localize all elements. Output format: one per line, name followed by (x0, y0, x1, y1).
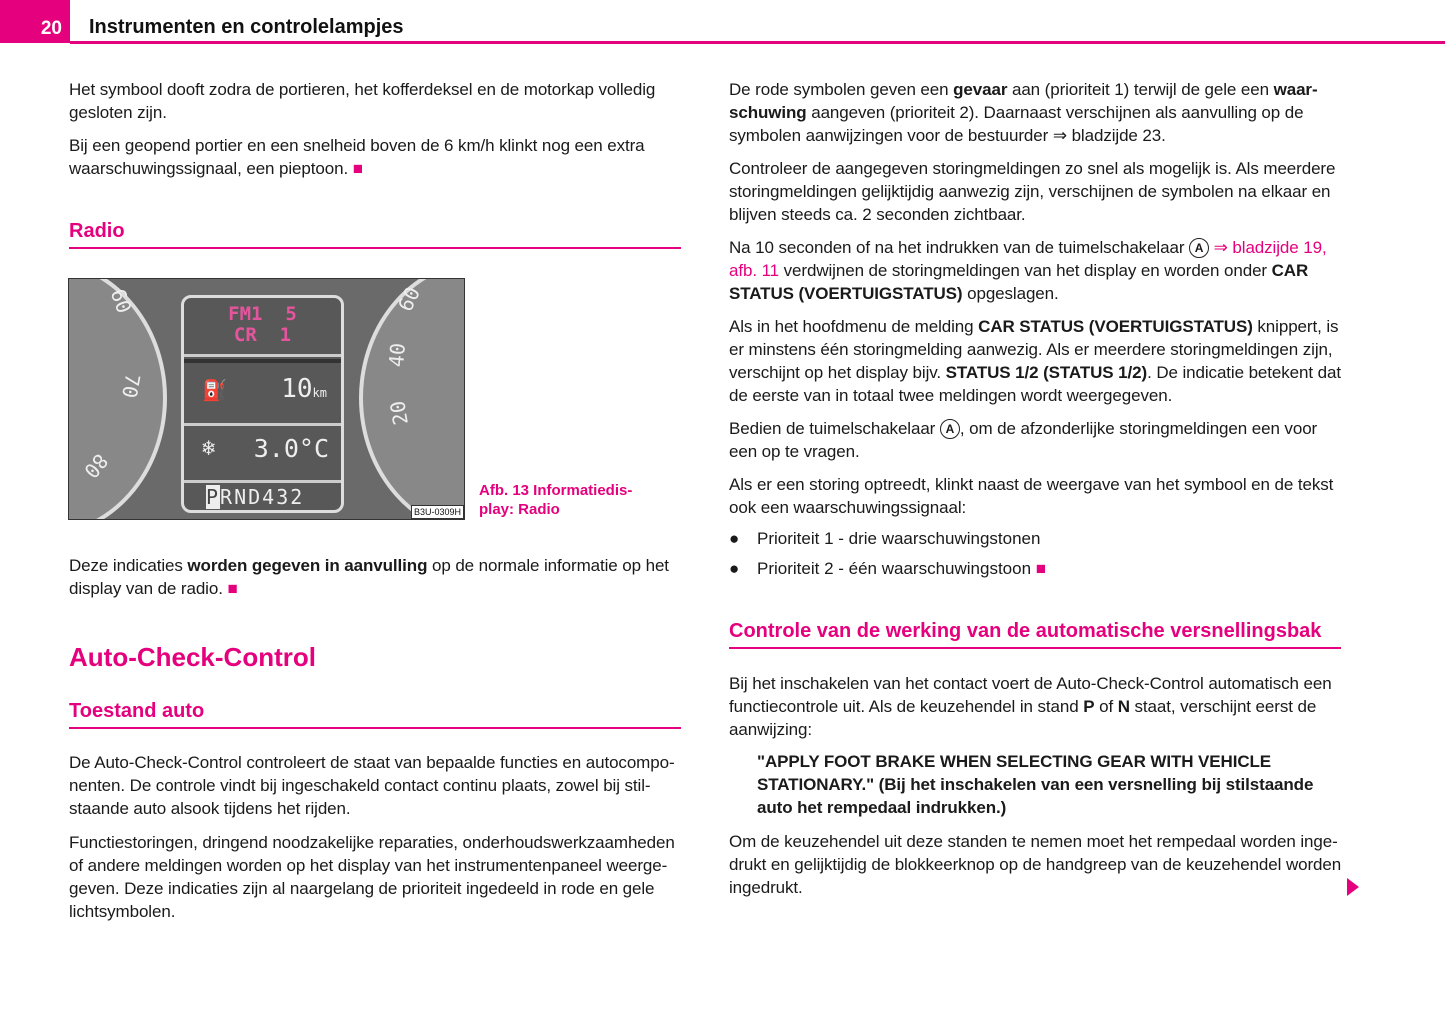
text: knippert, is er minstens één storingmelding aanwezig. Als er meerdere storingmeldingen zijn, verschijnt op het display bijv. (729, 317, 1339, 382)
paragraph: Om de keuzehendel uit deze standen te nemen moet het rempedaal worden inge-drukt en gelijktijdig de blokkeerknop op de handgreep van de keuzehendel worden ingedrukt. (729, 832, 1342, 897)
paragraph: Functiestoringen, dringend noodzakelijke reparaties, onderhoudswerkzaamheden of andere meldingen worden op het display van het instrumentenpaneel weerge-geven. Deze indicaties zijn al naargelang de prioriteit ingedeeld in rode en gele lichtsymbolen. (69, 833, 675, 921)
figure-code: B3U-0309H (411, 505, 464, 519)
paragraph (69, 134, 684, 180)
bold-text: waar-schuwing (729, 80, 1318, 122)
list-item-text: Prioriteit 1 - drie waarschuwingstonen (757, 529, 1041, 548)
section-heading-radio: Radio (69, 220, 125, 242)
text: De rode symbolen geven een (729, 80, 954, 99)
bold-text: P (1083, 697, 1095, 716)
gauge-label: 60 (105, 285, 137, 317)
paragraph (69, 554, 684, 600)
paragraph (729, 315, 1344, 407)
gauge-label: 40 (384, 341, 411, 369)
text: staat, verschijnt eerst de aanwijzing: (729, 697, 1317, 739)
snowflake-icon: ❄ (202, 436, 216, 461)
lcd-display (181, 295, 344, 513)
figure-caption: Afb. 13 Informatiedis-play: Radio (479, 482, 633, 518)
text: Bedien de tuimelschakelaar (729, 419, 940, 438)
bold-text: STATUS 1/2 (STATUS 1/2) (945, 363, 1148, 382)
radio-station (184, 304, 341, 346)
gear-indicator (206, 485, 304, 509)
end-square-icon: ■ (1035, 559, 1047, 578)
gauge-label: 20 (385, 399, 413, 427)
text: . De indicatie betekent dat de eerste van in totaal twee meldingen wordt weergegeven. (729, 363, 1341, 405)
paragraph: Controleer de aangegeven storingmeldingen zo snel als mogelijk is. Als meerdere storingmeldingen gelijktijdig aanwezig zijn, verschijnen de symbolen na elkaar en blijven steeds ca. 2 seconden zichtbaar. (729, 159, 1336, 224)
display-message-quote: "APPLY FOOT BRAKE WHEN SELECTING GEAR WITH VEHICLE STATIONARY." (Bij het inschakelen van een versnelling bij stilstaande auto het rempedaal indrukken.) (757, 752, 1314, 817)
text: op de normale informatie op het display van de radio. (69, 556, 669, 598)
paragraph: Het symbool dooft zodra de portieren, het kofferdeksel en de motorkap volledig gesloten zijn. (69, 80, 656, 122)
bullet-icon: ● (729, 529, 740, 548)
gear-list: RND432 (220, 485, 305, 509)
bold-text: CAR STATUS (VOERTUIGSTATUS) (729, 261, 1309, 303)
text: Na 10 seconden of na het indrukken van de tuimelschakelaar (729, 238, 1190, 257)
bold-text: N (1117, 697, 1130, 716)
bold-text: worden gegeven in aanvulling (187, 556, 428, 575)
header-rule (70, 41, 1445, 44)
end-square-icon: ■ (227, 579, 238, 598)
text: , om de afzonderlijke storingmeldingen een voor een op te vragen. (729, 419, 1318, 461)
heading-rule (729, 647, 1341, 649)
paragraph (729, 417, 1344, 463)
fuel-pump-icon: ⛽ (202, 378, 227, 402)
paragraph (729, 78, 1344, 147)
gauge-label: 70 (117, 372, 145, 400)
gauge-label: 60 (393, 283, 426, 315)
temperature-readout: 3.0°C (253, 434, 329, 463)
chapter-title: Instrumenten en controlelampjes (89, 16, 404, 38)
bullet-icon: ● (729, 559, 740, 578)
text: Deze indicaties (69, 556, 188, 575)
divider (184, 423, 341, 426)
page-number: 20 (0, 0, 70, 43)
section-heading-auto-check-control: Auto-Check-Control (69, 642, 316, 672)
list-item-text (757, 559, 1046, 579)
text: of (1094, 697, 1118, 716)
rocker-switch-a-icon: A (1189, 238, 1209, 258)
paragraph-text: Bij een geopend portier en een snelheid boven de 6 km/h klinkt nog een extra waarschuwingssignaal, een pieptoon. (69, 136, 645, 178)
figure-radio-display (68, 278, 465, 520)
gauge-label: 80 (79, 449, 113, 483)
text: Als in het hoofdmenu de melding (729, 317, 979, 336)
rocker-switch-a-icon: A (940, 419, 960, 439)
text: opgeslagen. (962, 284, 1059, 303)
right-gauge (359, 278, 465, 520)
section-heading-toestand-auto: Toestand auto (69, 700, 205, 722)
heading-rule (69, 247, 681, 249)
divider (184, 354, 341, 357)
paragraph (729, 236, 1344, 305)
heading-rule (69, 727, 681, 729)
text: aangeven (prioriteit 2). Daarnaast verschijnen als aanvulling op de symbolen aanwijzingen voor de bestuurder ⇒ bladzijde 23. (729, 103, 1304, 145)
continue-arrow-icon (1347, 878, 1359, 896)
text: verdwijnen de storingmeldingen van het display en worden onder (779, 261, 1272, 280)
text: Prioriteit 2 - één waarschuwingstoon (757, 559, 1032, 578)
station-line: FM1 5 (228, 303, 297, 325)
paragraph: De Auto-Check-Control controleert de staat van bepaalde functies en autocompo-nenten. De controle vindt bij ingeschakeld contact continu plaats, zowel bij stil-staande auto alsook tijdens het rijden. (69, 753, 675, 818)
text: aan (prioriteit 1) terwijl de gele een (1007, 80, 1274, 99)
range-readout (281, 374, 327, 404)
paragraph: Als er een storing optreedt, klinkt naast de weergave van het symbool en de tekst ook een waarschuwingssignaal: (729, 475, 1334, 517)
end-square-icon: ■ (352, 159, 363, 178)
divider (184, 480, 341, 483)
bold-text: CAR STATUS (VOERTUIGSTATUS) (978, 317, 1253, 336)
range-unit: km (312, 386, 327, 400)
page-reference-link[interactable]: ⇒ bladzijde 19, afb. 11 (729, 238, 1327, 280)
active-gear: P (206, 485, 221, 509)
range-value: 10 (281, 374, 313, 404)
section-heading-transmission-check: Controle van de werking van de automatische versnellingsbak (729, 620, 1322, 642)
station-line: CR 1 (233, 324, 292, 346)
divider (184, 359, 341, 363)
bold-text: gevaar (953, 80, 1008, 99)
text: Bij het inschakelen van het contact voert de Auto-Check-Control automatisch een functiecontrole uit. Als de keuzehendel in stand (729, 674, 1332, 716)
paragraph (729, 672, 1344, 741)
